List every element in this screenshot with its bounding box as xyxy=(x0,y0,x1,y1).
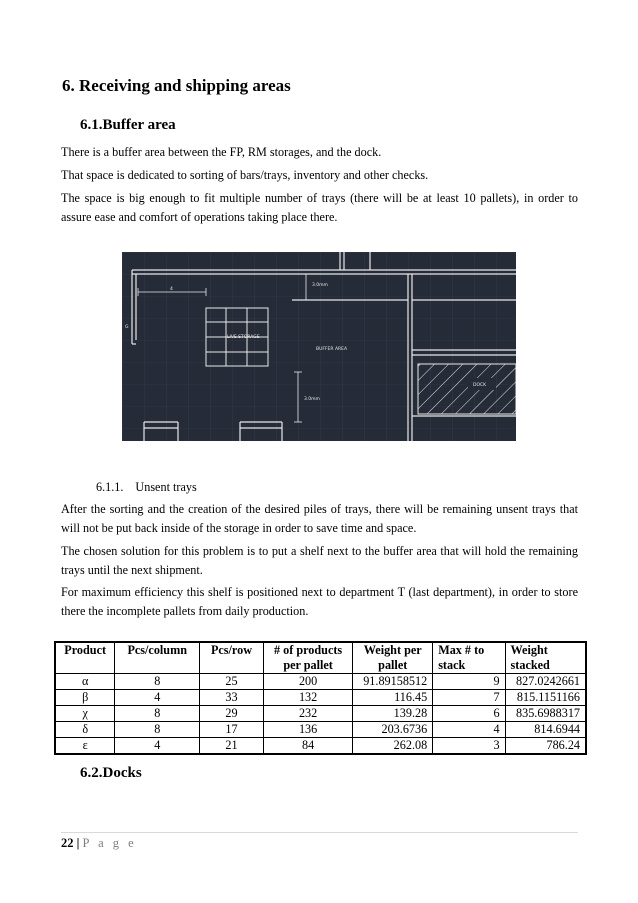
table-header-row xyxy=(55,642,586,674)
table-cell: 84 xyxy=(263,738,352,755)
table-cell: 3 xyxy=(433,738,505,755)
footer-separator: | xyxy=(76,836,80,850)
table-row xyxy=(55,706,586,722)
table-cell: 91.89158512 xyxy=(353,674,433,690)
table-cell: 815.1151166 xyxy=(505,690,586,706)
table-cell: 6 xyxy=(433,706,505,722)
subsection-title: 6.1.Buffer area xyxy=(80,117,176,133)
table-cell: 136 xyxy=(263,722,352,738)
table-cell: 21 xyxy=(200,738,264,755)
table-cell: ε xyxy=(55,738,115,755)
table-cell: 232 xyxy=(263,706,352,722)
table-cell: 8 xyxy=(115,706,200,722)
table-header-cell: Pcs/row xyxy=(200,642,264,674)
table-header-cell: Product xyxy=(55,642,115,674)
table-cell: 132 xyxy=(263,690,352,706)
side-label: G xyxy=(125,325,129,330)
table-row xyxy=(55,722,586,738)
footer-divider xyxy=(61,832,578,833)
table-header-cell: Max # to stack xyxy=(433,642,505,674)
table-cell: 4 xyxy=(433,722,505,738)
table-header-cell: # of products per pallet xyxy=(263,642,352,674)
dimension-top-label: 3.0mm xyxy=(312,283,328,288)
table-cell: 4 xyxy=(115,738,200,755)
next-subsection-title: 6.2.Docks xyxy=(80,765,142,781)
table-cell: 17 xyxy=(200,722,264,738)
floor-plan-drawing xyxy=(122,252,516,441)
buffer-paragraph: There is a buffer area between the FP, RM storages, and the dock. xyxy=(61,145,382,159)
subsubsection-number: 6.1.1. xyxy=(96,480,124,494)
buffer-label: BUFFER AREA xyxy=(316,347,348,352)
unsent-paragraph: After the sorting and the creation of the desired piles of trays, there will be remaining unsent trays that will not be put back inside of the storage in order to save time and space. xyxy=(61,502,578,535)
table-row xyxy=(55,674,586,690)
table-row xyxy=(55,690,586,706)
dimension-left-label: 4 xyxy=(170,287,173,292)
table-cell: 827.0242661 xyxy=(505,674,586,690)
dock-area xyxy=(418,364,516,414)
page-footer xyxy=(61,836,137,851)
table-cell: 203.6736 xyxy=(353,722,433,738)
dimension-bottom-label: 3.0mm xyxy=(304,397,320,402)
table-cell: 262.08 xyxy=(353,738,433,755)
table-cell: 814.6944 xyxy=(505,722,586,738)
unsent-paragraph: For maximum efficiency this shelf is positioned next to department T (last department), in order to store there the incomplete pallets from daily production. xyxy=(61,585,578,618)
table-cell: 8 xyxy=(115,674,200,690)
table-cell: 25 xyxy=(200,674,264,690)
table-cell: 139.28 xyxy=(353,706,433,722)
table-cell: 8 xyxy=(115,722,200,738)
table-cell: 33 xyxy=(200,690,264,706)
buffer-paragraph: That space is dedicated to sorting of bars/trays, inventory and other checks. xyxy=(61,168,429,182)
pallet-stacking-table xyxy=(54,641,587,755)
buffer-area-floor-plan xyxy=(122,252,516,441)
table-cell: χ xyxy=(55,706,115,722)
page-word: P a g e xyxy=(82,836,137,850)
table-cell: 4 xyxy=(115,690,200,706)
table-cell: 7 xyxy=(433,690,505,706)
table-cell: 29 xyxy=(200,706,264,722)
table-cell: α xyxy=(55,674,115,690)
section-title: 6. Receiving and shipping areas xyxy=(62,76,291,95)
subsubsection-heading xyxy=(96,480,197,495)
table-row xyxy=(55,738,586,755)
page-number: 22 xyxy=(61,836,74,850)
table-cell: β xyxy=(55,690,115,706)
dock-label: DOCK xyxy=(473,383,487,388)
buffer-paragraph: The space is big enough to fit multiple number of trays (there will be at least 10 pallets), in order to assure ease and comfort of operations taking place there. xyxy=(61,191,578,224)
table-cell: 116.45 xyxy=(353,690,433,706)
table-header-cell: Weight stacked xyxy=(505,642,586,674)
subsubsection-title: Unsent trays xyxy=(135,480,197,494)
table-cell: 200 xyxy=(263,674,352,690)
unsent-paragraph: The chosen solution for this problem is to put a shelf next to the buffer area that will hold the remaining trays until the next shipment. xyxy=(61,544,578,577)
table-cell: δ xyxy=(55,722,115,738)
table-header-cell: Pcs/column xyxy=(115,642,200,674)
table-cell: 786.24 xyxy=(505,738,586,755)
table-cell: 835.6988317 xyxy=(505,706,586,722)
table-header-cell: Weight per pallet xyxy=(353,642,433,674)
table-cell: 9 xyxy=(433,674,505,690)
storage-label: LIVE STORAGE xyxy=(227,335,260,340)
